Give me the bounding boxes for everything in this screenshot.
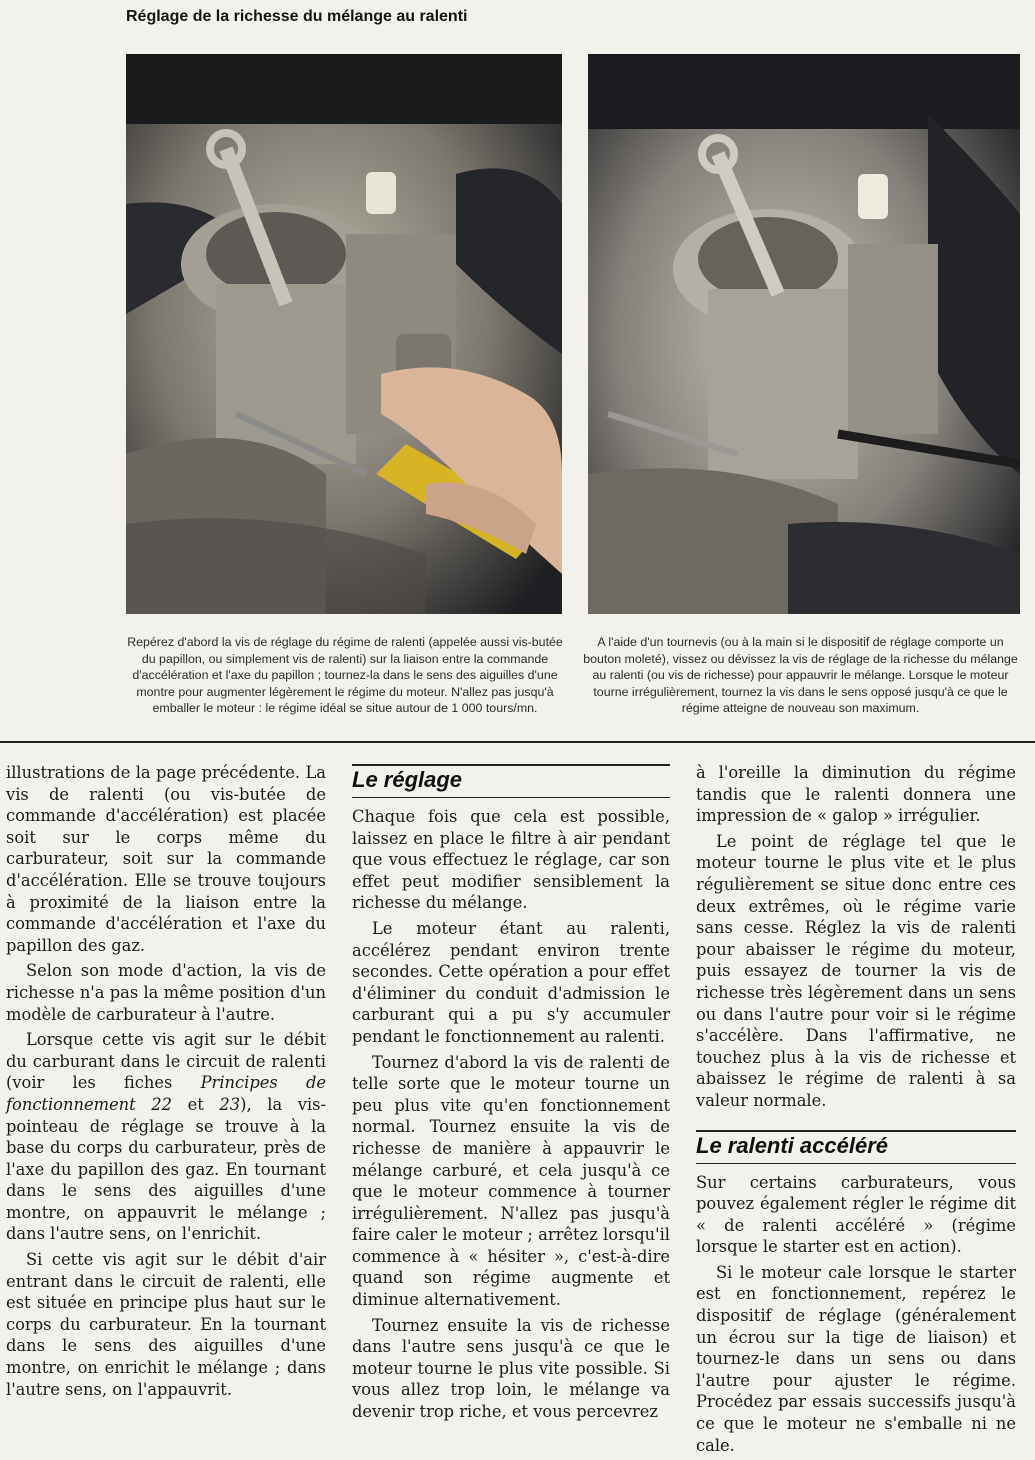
paragraph: illustrations de la page précédente. La vis de ralenti (ou vis-butée de commande d'accélération) est placée soit sur le corps même du carburateur, soit sur la commande d'accélération. Elle se trouve toujours à proximité de la liaison entre la commande d'accélération et l'axe du papillon des gaz.: [6, 763, 326, 955]
text-column-1: [6, 762, 326, 1404]
paragraph: Selon son mode d'action, la vis de richesse n'a pas la même position d'un modèle de carburateur à l'autre.: [6, 961, 326, 1024]
paragraph: Si le moteur cale lorsque le starter est en fonctionnement, repérez le dispositif de réglage (généralement un écrou sur la tige de liaison) et tournez-le dans un sens ou dans l'autre pour ajuster le régime. Procédez par essais successifs jusqu'à ce que le moteur ne s'emballe ni ne cale.: [696, 1262, 1016, 1455]
carburetor-tournevis-icon: [588, 54, 1020, 614]
paragraph: Sur certains carburateurs, vous pouvez également régler le régime dit « de ralenti accéléré » (régime lorsque le starter est en action).: [696, 1172, 1016, 1257]
text-column-3: [696, 762, 1016, 1460]
paragraph: Tournez ensuite la vis de richesse dans l'autre sens jusqu'à ce que le moteur tourne le plus vite possible. Si vous allez trop loin, le mélange va devenir trop riche, et vous percevrez: [352, 1315, 670, 1422]
paragraph: Si cette vis agit sur le débit d'air entrant dans le circuit de ralenti, elle est située en principe plus haut sur le corps du carburateur. En la tournant dans le sens des aiguilles d'une montre, on enrichit le mélange ; dans l'autre sens, on l'appauvrit.: [6, 1250, 326, 1399]
paragraph: Le moteur étant au ralenti, accélérez pendant environ trente secondes. Cette opération a pour effet d'éliminer du conduit d'admission le carburant qui a pu s'y accumuler pendant le fonctionnement au ralenti.: [352, 918, 670, 1046]
section-title-reglage: Le réglage: [352, 764, 670, 798]
caption-left: Repérez d'abord la vis de réglage du régime de ralenti (appelée aussi vis-butée du papillon, ou simplement vis de ralenti) sur la liaison entre la commande d'accélération et l'axe du papillon ; tournez-la dans le sens des aiguilles d'une montre pour augmenter légèrement le régime du moteur. N'allez pas jusqu'à emballer le moteur : le régime idéal se situe autour de 1 000 tours/mn.: [127, 635, 563, 716]
caption-right: A l'aide d'un tournevis (ou à la main si le dispositif de réglage comporte un bouton moleté), vissez ou dévissez la vis de réglage de la richesse du mélange au ralenti (ou vis de richesse) pour appauvrir le mélange. Lorsque le moteur tourne irrégulièrement, tournez la vis dans le sens opposé jusqu'à ce que le régime atteigne de nouveau son maximum.: [583, 635, 1018, 716]
paragraph: Le point de réglage tel que le moteur tourne le plus vite et le plus régulièrement se situe donc entre ces deux extrêmes, où le régime varie sans cesse. Réglez la vis de ralenti pour abaisser le régime du moteur, puis essayez de tourner la vis de richesse très légèrement dans un sens ou dans l'autre pour voir si le régime s'accélère. Dans l'affirmative, ne touchez plus à la vis de richesse et abaissez le régime de ralenti à sa valeur normale.: [696, 831, 1016, 1110]
carburetor-photo-left: [126, 54, 562, 614]
paragraph: Tournez d'abord la vis de ralenti de telle sorte que le moteur tourne un peu plus vite qu'en fonctionnement normal. Tournez ensuite la vis de richesse de manière à appauvrir le mélange carburé, et cela jusqu'à ce que le moteur commence à tourner irrégulièrement. N'allez pas jusqu'à faire caler le moteur ; arrêtez lorsqu'il commence à « hésiter », c'est-à-dire quand son régime augmente et diminue alternativement.: [352, 1052, 670, 1310]
carburetor-screwdriver-icon: [126, 54, 562, 614]
paragraph: à l'oreille la diminution du régime tandis que le ralenti donnera une impression de « galop » irrégulier.: [696, 763, 1016, 826]
section-divider: [0, 741, 1035, 743]
paragraph: Lorsque cette vis agit sur le débit du carburant dans le circuit de ralenti (voir les fiches Principes de fonctionnement 22 et 23), la vis-pointeau de réglage se trouve à la base du corps du carburateur, près de l'axe du papillon des gaz. En tournant dans le sens des aiguilles d'une montre, on appauvrit le mélange ; dans l'autre sens, on l'enrichit.: [6, 1030, 327, 1244]
section-title-ralenti-accelere: Le ralenti accéléré: [696, 1130, 1016, 1164]
carburetor-photo-right: [588, 54, 1020, 614]
page-heading: Réglage de la richesse du mélange au ralenti: [126, 8, 468, 25]
paragraph: Chaque fois que cela est possible, laissez en place le filtre à air pendant que vous effectuez le réglage, car son effet peut modifier sensiblement la richesse du mélange.: [352, 807, 670, 913]
text-column-2: [352, 762, 670, 1427]
